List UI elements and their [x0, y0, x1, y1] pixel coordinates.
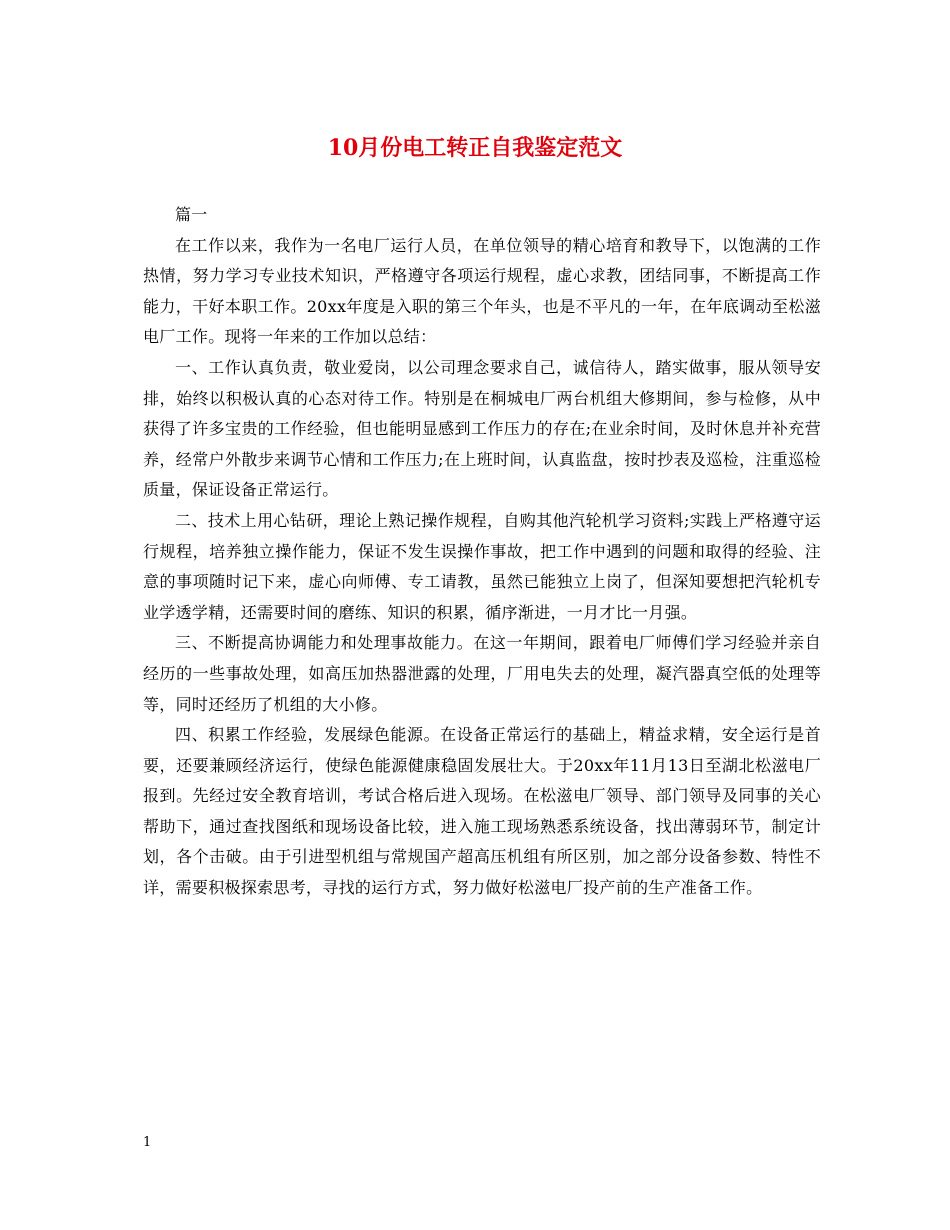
section-heading: 篇一 [175, 205, 208, 224]
document-title: 10月份电工转正自我鉴定范文 [327, 135, 623, 161]
paragraph-work-attitude: 一、工作认真负责，敬业爱岗，以公司理念要求自己，诚信待人，踏实做事，服从领导安排，始终以积极认真的心态对待工作。特别是在桐城电厂两台机组大修期间，参与检修，从中获得了许多宝贵的工作经验，但也能明显感到工作压力的存在;在业余时间，及时休息并补充营养，经常户外散步来调节心情和工作压力;在上班时间，认真监盘，按时抄表及巡检，注重巡检质量，保证设备正常运行。 [143, 357, 821, 500]
paragraph-experience: 四、积累工作经验，发展绿色能源。在设备正常运行的基础上，精益求精，安全运行是首要，还要兼顾经济运行，使绿色能源健康稳固发展壮大。于20xx年11月13日至湖北松滋电厂报到。先经过安全教育培训，考试合格后进入现场。在松滋电厂领导、部门领导及同事的关心帮助下，通过查找图纸和现场设备比较，进入施工现场熟悉系统设备，找出薄弱环节，制定计划，各个击破。由于引进型机组与常规国产超高压机组有所区别，加之部分设备参数、特性不详，需要积极探索思考，寻找的运行方式，努力做好松滋电厂投产前的生产准备工作。 [143, 725, 821, 898]
paragraph-technical-study: 二、技术上用心钻研，理论上熟记操作规程，自购其他汽轮机学习资料;实践上严格遵守运行规程，培养独立操作能力，保证不发生误操作事故，把工作中遇到的问题和取得的经验、注意的事项随时记下来，虚心向师傅、专工请教，虽然已能独立上岗了，但深知要想把汽轮机专业学透学精，还需要时间的磨练、知识的积累，循序渐进，一月才比一月强。 [143, 510, 821, 622]
page-number: 1 [143, 1135, 152, 1150]
document-body [143, 200, 821, 904]
intro-paragraph: 在工作以来，我作为一名电厂运行人员，在单位领导的精心培育和教导下，以饱满的工作热情，努力学习专业技术知识，严格遵守各项运行规程，虚心求教，团结同事，不断提高工作能力，干好本职工作。20xx年度是入职的第三个年头，也是不平凡的一年，在年底调动至松滋电厂工作。现将一年来的工作加以总结： [143, 235, 821, 347]
paragraph-coordination: 三、不断提高协调能力和处理事故能力。在这一年期间，跟着电厂师傅们学习经验并亲自经历的一些事故处理，如高压加热器泄露的处理，厂用电失去的处理，凝汽器真空低的处理等等，同时还经历了机组的大小修。 [143, 633, 821, 714]
